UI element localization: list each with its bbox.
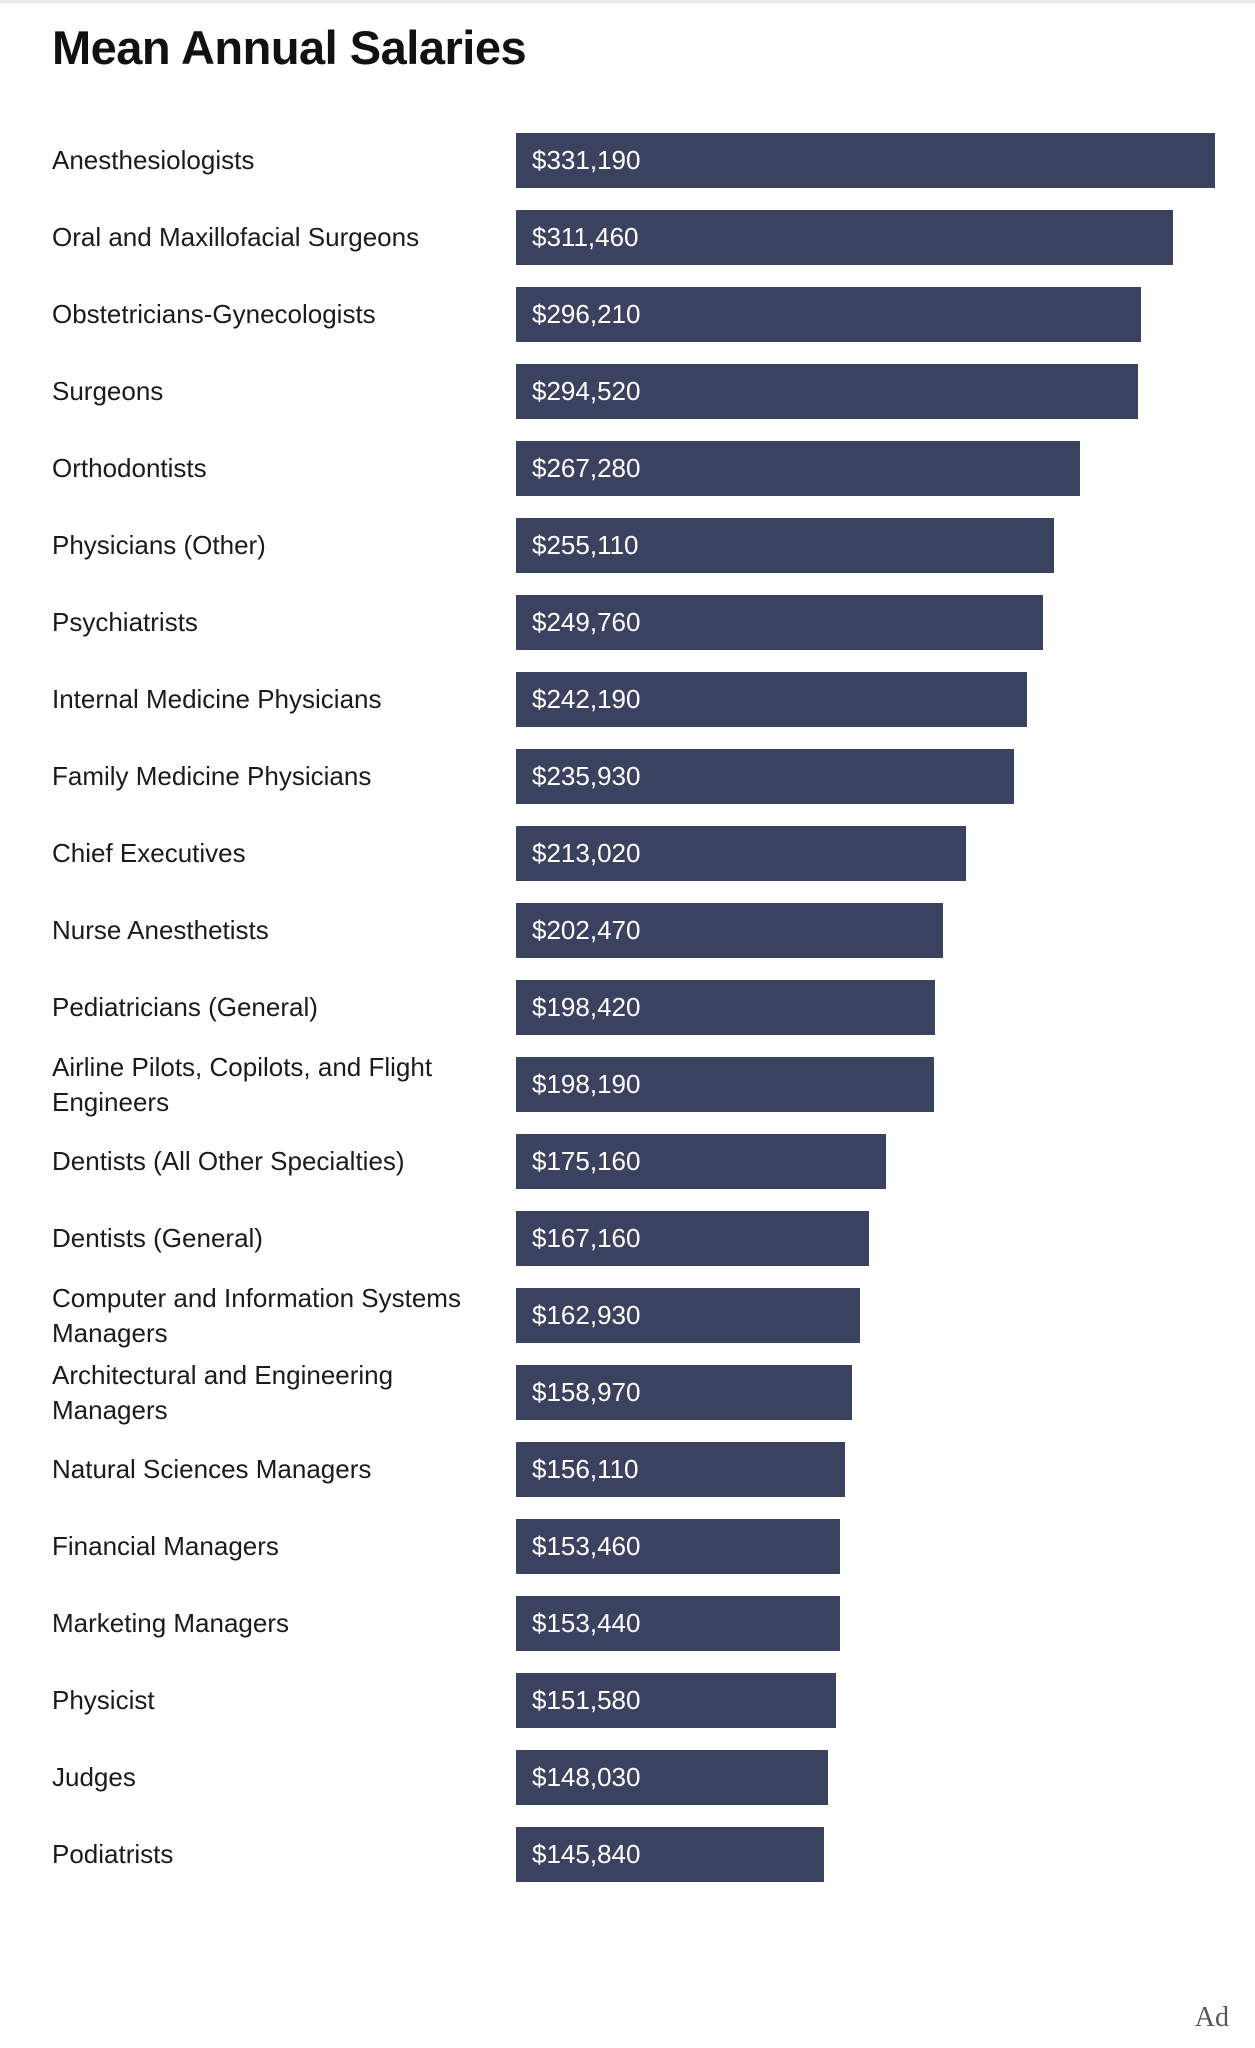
chart-row bbox=[0, 738, 1255, 815]
chart-row bbox=[0, 1585, 1255, 1662]
bar bbox=[516, 980, 935, 1035]
category-label: Obstetricians-Gynecologists bbox=[52, 299, 376, 330]
chart-row bbox=[0, 1200, 1255, 1277]
category-label: Internal Medicine Physicians bbox=[52, 684, 382, 715]
bar-track bbox=[516, 276, 1255, 353]
chart-row bbox=[0, 1739, 1255, 1816]
bar-track bbox=[516, 507, 1255, 584]
chart-row bbox=[0, 122, 1255, 199]
bar bbox=[516, 595, 1043, 650]
bar bbox=[516, 749, 1014, 804]
bar-track bbox=[516, 1046, 1255, 1123]
bar-value-label: $156,110 bbox=[532, 1454, 639, 1484]
bar bbox=[516, 364, 1138, 419]
bar bbox=[516, 1134, 886, 1189]
chart-row bbox=[0, 1816, 1255, 1893]
ad-label: Ad bbox=[1194, 2002, 1229, 2033]
bar-track bbox=[516, 1816, 1255, 1893]
bar-track bbox=[516, 1277, 1255, 1354]
category-label: Podiatrists bbox=[52, 1839, 174, 1870]
bar-track bbox=[516, 353, 1255, 430]
bar-value-label: $202,470 bbox=[532, 915, 641, 945]
bar-track bbox=[516, 738, 1255, 815]
category-label: Surgeons bbox=[52, 376, 164, 407]
bar bbox=[516, 1519, 840, 1574]
bar-value-label: $198,190 bbox=[532, 1069, 641, 1099]
bar-value-label: $198,420 bbox=[532, 992, 641, 1022]
category-label: Anesthesiologists bbox=[52, 145, 255, 176]
bar-value-label: $158,970 bbox=[532, 1377, 641, 1407]
chart-row bbox=[0, 430, 1255, 507]
bar-track bbox=[516, 1354, 1255, 1431]
bar bbox=[516, 518, 1054, 573]
category-label: Orthodontists bbox=[52, 453, 207, 484]
bar-value-label: $235,930 bbox=[532, 761, 641, 791]
bar bbox=[516, 210, 1173, 265]
category-label: Pediatricians (General) bbox=[52, 992, 318, 1023]
bar-value-label: $242,190 bbox=[532, 684, 641, 714]
bar-track bbox=[516, 1585, 1255, 1662]
bar-value-label: $213,020 bbox=[532, 838, 641, 868]
chart-row bbox=[0, 1123, 1255, 1200]
category-label: Architectural and Engineering Managers bbox=[52, 1360, 394, 1425]
bar bbox=[516, 1442, 845, 1497]
bar-track bbox=[516, 1662, 1255, 1739]
bar bbox=[516, 1288, 860, 1343]
bar bbox=[516, 1827, 824, 1882]
bar-value-label: $175,160 bbox=[532, 1146, 641, 1176]
bar-track bbox=[516, 1431, 1255, 1508]
chart-row bbox=[0, 815, 1255, 892]
chart-row bbox=[0, 353, 1255, 430]
category-label: Dentists (General) bbox=[52, 1223, 263, 1254]
category-label: Physicist bbox=[52, 1685, 155, 1716]
category-label: Family Medicine Physicians bbox=[52, 761, 372, 792]
bar-value-label: $151,580 bbox=[532, 1685, 641, 1715]
category-label: Psychiatrists bbox=[52, 607, 198, 638]
bar-track bbox=[516, 815, 1255, 892]
bar-value-label: $145,840 bbox=[532, 1839, 641, 1869]
chart-row bbox=[0, 892, 1255, 969]
bar-track bbox=[516, 1200, 1255, 1277]
bar-track bbox=[516, 199, 1255, 276]
category-label: Nurse Anesthetists bbox=[52, 915, 269, 946]
bar bbox=[516, 672, 1027, 727]
bar bbox=[516, 133, 1215, 188]
category-label: Computer and Information Systems Managers bbox=[52, 1283, 461, 1348]
bar bbox=[516, 1057, 934, 1112]
category-label: Financial Managers bbox=[52, 1531, 279, 1562]
bar bbox=[516, 1673, 836, 1728]
bar-track bbox=[516, 892, 1255, 969]
chart-row bbox=[0, 199, 1255, 276]
category-label: Physicians (Other) bbox=[52, 530, 266, 561]
bar bbox=[516, 1211, 869, 1266]
chart-row bbox=[0, 1431, 1255, 1508]
bar-track bbox=[516, 122, 1255, 199]
chart-row bbox=[0, 1046, 1255, 1123]
bar bbox=[516, 287, 1141, 342]
category-label: Chief Executives bbox=[52, 838, 246, 869]
chart-row bbox=[0, 584, 1255, 661]
bar-value-label: $296,210 bbox=[532, 299, 641, 329]
bar-value-label: $167,160 bbox=[532, 1223, 641, 1253]
bar-value-label: $153,460 bbox=[532, 1531, 641, 1561]
chart-row bbox=[0, 1277, 1255, 1354]
bar-value-label: $331,190 bbox=[532, 145, 641, 175]
chart-row bbox=[0, 1508, 1255, 1585]
chart-row bbox=[0, 1354, 1255, 1431]
category-label: Dentists (All Other Specialties) bbox=[52, 1146, 405, 1177]
bar-value-label: $162,930 bbox=[532, 1300, 641, 1330]
category-label: Marketing Managers bbox=[52, 1608, 289, 1639]
bar-value-label: $267,280 bbox=[532, 453, 641, 483]
bar-track bbox=[516, 661, 1255, 738]
bar bbox=[516, 1596, 840, 1651]
bar-value-label: $294,520 bbox=[532, 376, 641, 406]
chart-row bbox=[0, 507, 1255, 584]
bar-track bbox=[516, 1508, 1255, 1585]
bar bbox=[516, 1365, 852, 1420]
bar-track bbox=[516, 969, 1255, 1046]
bar-track bbox=[516, 1123, 1255, 1200]
category-label: Natural Sciences Managers bbox=[52, 1454, 372, 1485]
category-label: Airline Pilots, Copilots, and Flight Engineers bbox=[52, 1052, 433, 1117]
bar bbox=[516, 1750, 828, 1805]
bar bbox=[516, 903, 943, 958]
bar-value-label: $311,460 bbox=[532, 222, 639, 252]
bar-value-label: $249,760 bbox=[532, 607, 641, 637]
chart-title: Mean Annual Salaries bbox=[52, 21, 527, 74]
chart-row bbox=[0, 661, 1255, 738]
bar bbox=[516, 441, 1080, 496]
bar bbox=[516, 826, 966, 881]
chart-row bbox=[0, 276, 1255, 353]
bar-track bbox=[516, 584, 1255, 661]
category-label: Judges bbox=[52, 1762, 136, 1793]
bar-track bbox=[516, 430, 1255, 507]
bar-value-label: $255,110 bbox=[532, 530, 639, 560]
bar-value-label: $148,030 bbox=[532, 1762, 641, 1792]
bar-rows bbox=[0, 122, 1255, 1893]
chart-row bbox=[0, 969, 1255, 1046]
category-label: Oral and Maxillofacial Surgeons bbox=[52, 222, 420, 253]
bar-track bbox=[516, 1739, 1255, 1816]
bar-value-label: $153,440 bbox=[532, 1608, 641, 1638]
chart-row bbox=[0, 1662, 1255, 1739]
top-divider bbox=[0, 0, 1255, 3]
